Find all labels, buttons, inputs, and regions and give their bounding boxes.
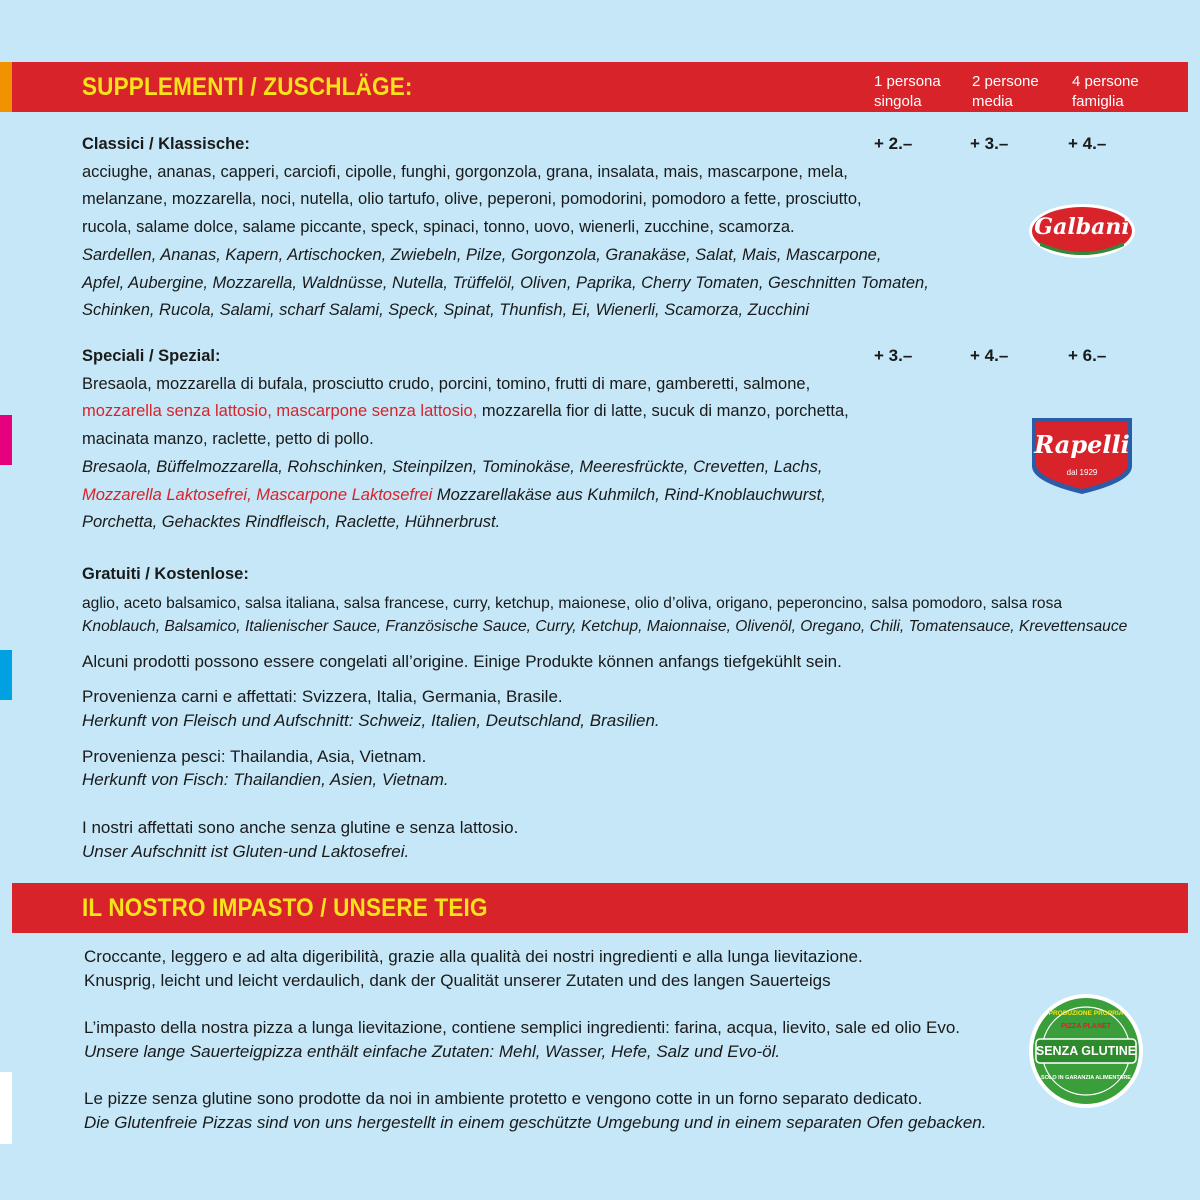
speciali-it-line: Bresaola, mozzarella di bufala, prosciutto crudo, porcini, tomino, frutti di mare, gamberetti, salmone, [82,374,811,393]
galbani-wordmark: Galbani [1034,214,1130,240]
edge-tab-magenta [0,415,12,465]
meat-origin-de: Herkunft von Fleisch und Aufschnitt: Schweiz, Italien, Deutschland, Brasilien. [82,711,660,730]
badge-brand-text: PIZZA PLANET [1061,1023,1111,1030]
edge-tab-cyan [0,650,12,700]
frozen-note: Alcuni prodotti possono essere congelati all’origine. Einige Produkte können anfangs tiefgekühlt sein. [82,652,842,671]
impasto-title: IL NOSTRO IMPASTO / UNSERE TEIG [82,894,488,922]
classici-price-famiglia: + 4.– [1068,134,1107,153]
gratuiti-heading: Gratuiti / Kostenlose: [82,565,249,583]
badge-bottom-text: SOLO IN GARANZIA ALIMENTARE [1041,1075,1131,1081]
column-header-line: media [972,93,1013,110]
meat-origin-it: Provenienza carni e affettati: Svizzera, Italia, Germania, Brasile. [82,687,563,706]
column-header-famiglia [1072,72,1139,112]
rapelli-since: dal 1929 [1066,468,1098,477]
speciali-de-line [82,482,849,510]
rapelli-logo [1030,416,1134,496]
speciali-it-line [82,398,849,426]
speciali-it-line: macinata manzo, raclette, petto di pollo. [82,430,374,449]
gratuiti-de: Knoblauch, Balsamico, Italienischer Sauce, Französische Sauce, Curry, Ketchup, Maionnaise, Olivenöl, Oregano, Chili, Tomatensauce, Krevettensauce [82,618,1128,635]
edge-tab-orange [0,62,12,112]
supplementi-title: SUPPLEMENTI / ZUSCHLÄGE: [82,73,413,101]
speciali-it-line-rest: mozzarella fior di latte, sucuk di manzo, porchetta, [477,402,849,421]
classici-it-line: melanzane, mozzarella, noci, nutella, olio tartufo, olive, peperoni, pomodorini, pomodoro a fette, prosciutto, [82,190,862,209]
column-header-line: 4 persone [1072,73,1139,90]
edge-tab-white [0,1072,12,1144]
classici-heading: Classici / Klassische: [82,135,250,153]
impasto-p3-de: Die Glutenfreie Pizzas sind von uns hergestellt in einem geschützte Umgebung und in einem separaten Ofen gebacken. [84,1113,987,1132]
speciali-price-media: + 4.– [970,346,1009,365]
column-header-media [972,72,1039,112]
classici-it-line: rucola, salame dolce, salame piccante, speck, spinaci, tonno, uovo, wienerli, zucchine, scamorza. [82,218,795,237]
classici-de-line: Schinken, Rucola, Salami, scharf Salami, Speck, Spinat, Thunfish, Ei, Wienerli, Scamorza, Zucchini [82,301,810,320]
badge-main-text: SENZA GLUTINE [1035,1044,1137,1058]
column-header-singola [874,72,941,112]
classici-section [82,131,929,325]
impasto-p3-it: Le pizze senza glutine sono prodotte da noi in ambiente protetto e vengono cotte in un forno separato dedicato. [84,1089,923,1108]
cuts-note-it: I nostri affettati sono anche senza glutine e senza lattosio. [82,818,519,837]
column-header-line: singola [874,93,922,110]
speciali-price-famiglia: + 6.– [1068,346,1107,365]
gratuiti-section [82,561,249,589]
supplementi-header-band [12,62,1188,112]
badge-top-text: PRODUZIONE PROPRIA [1048,1010,1124,1017]
column-header-line: 2 persone [972,73,1039,90]
speciali-de-line: Porchetta, Gehacktes Rindfleisch, Raclette, Hühnerbrust. [82,513,501,532]
column-header-line: 1 persona [874,73,941,90]
gluten-free-badge [1028,993,1144,1109]
classici-price-media: + 3.– [970,134,1009,153]
speciali-de-line-rest: Mozzarellakäse aus Kuhmilch, Rind-Knoblauchwurst, [432,485,826,504]
classici-price-singola: + 2.– [874,134,913,153]
galbani-logo [1028,202,1136,260]
speciali-price-singola: + 3.– [874,346,913,365]
fish-origin-de: Herkunft von Fisch: Thailandien, Asien, Vietnam. [82,770,449,789]
classici-de-line: Apfel, Aubergine, Mozzarella, Waldnüsse, Nutella, Trüffelöl, Oliven, Paprika, Cherry Tomaten, Geschnitten Tomaten, [82,273,929,292]
rapelli-wordmark: Rapelli [1034,430,1130,459]
speciali-section [82,343,849,537]
fish-origin-it: Provenienza pesci: Thailandia, Asia, Vietnam. [82,747,427,766]
impasto-p1-it: Croccante, leggero e ad alta digeribilità, grazie alla qualità dei nostri ingredienti e alla lunga lievitazione. [84,947,863,966]
impasto-p1-de: Knusprig, leicht und leicht verdaulich, dank der Qualität unserer Zutaten und des langen Sauerteigs [84,971,831,990]
classici-de-line: Sardellen, Ananas, Kapern, Artischocken, Zwiebeln, Pilze, Gorgonzola, Granakäse, Salat, Mais, Mascarpone, [82,245,882,264]
lactose-free-highlight: mozzarella senza lattosio, mascarpone senza lattosio, [82,402,478,421]
column-header-line: famiglia [1072,93,1124,110]
impasto-p2-de: Unsere lange Sauerteigpizza enthält einfache Zutaten: Mehl, Wasser, Hefe, Salz und Evo-öl. [84,1042,781,1061]
cuts-note-de: Unser Aufschnitt ist Gluten-und Laktosefrei. [82,842,410,861]
impasto-header-band [12,883,1188,933]
impasto-p2-it: L’impasto della nostra pizza a lunga lievitazione, contiene semplici ingredienti: farina, acqua, lievito, sale ed olio Evo. [84,1018,961,1037]
lactose-free-highlight: Mozzarella Laktosefrei, Mascarpone Laktosefrei [82,485,433,504]
speciali-heading: Speciali / Spezial: [82,347,221,365]
speciali-de-line: Bresaola, Büffelmozzarella, Rohschinken, Steinpilzen, Tominokäse, Meeresfrückte, Crevetten, Lachs, [82,457,823,476]
classici-it-line: acciughe, ananas, capperi, carciofi, cipolle, funghi, gorgonzola, grana, insalata, mais, mascarpone, mela, [82,162,848,181]
gratuiti-it: aglio, aceto balsamico, salsa italiana, salsa francese, curry, ketchup, maionese, olio d’oliva, origano, peperoncino, salsa pomodoro, salsa rosa [82,595,1063,612]
